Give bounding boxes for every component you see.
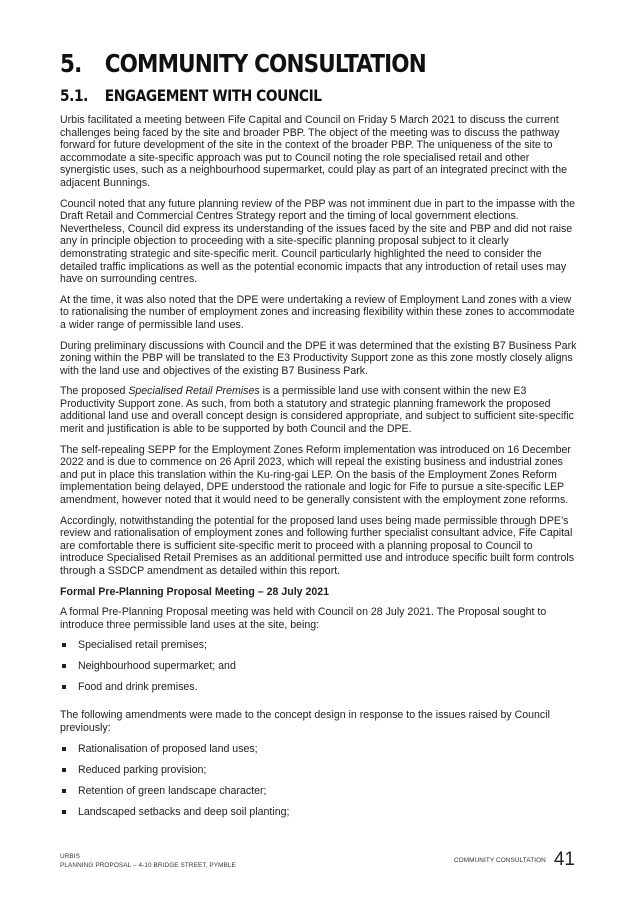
bullet-text: Neighbourhood supermarket; and [78, 660, 236, 673]
footer-right [454, 850, 575, 870]
text-run: The self-repealing SEPP for the Employment Zones Reform implementation was introduced on 16 December 2022 and is due to commence on 26 April 2023, which will repeal the existing business and industrial zones and put in place this translation within the Ku-ring-gai LEP. On the basis of the Employment Zones Reform implementation being delayed, DPE understood the rationale and logic for Fife to pursue a site-specific LEP amendment, however noted that it would need to be generally consistent with the employment zone reforms. [60, 443, 571, 507]
footer-section-name: COMMUNITY CONSULTATION [453, 856, 546, 864]
body-paragraph [60, 515, 578, 578]
chapter-heading [60, 49, 426, 79]
footer-left [60, 852, 236, 870]
italic-term: Specialised Retail Premises [128, 385, 260, 398]
body-paragraph [60, 114, 578, 190]
square-bullet-icon [62, 768, 66, 772]
body-paragraph [60, 606, 578, 631]
bullet-text: Retention of green landscape character; [78, 784, 267, 797]
section-title: ENGAGEMENT WITH COUNCIL [104, 86, 322, 105]
body-content [60, 114, 578, 834]
text-run: Urbis facilitated a meeting between Fife Capital and Council on Friday 5 March 2021 to discuss the current challenges being faced by the site and broader PBP. The object of the meeting was to discuss the pathway forward for future development of the site in the context of the broader PBP. The uniqueness of the site to accommodate a site-specific approach was put to Council noting the role specialised retail and other synergistic uses, such as a neighbourhood supermarket, could play as part of an integrated precinct with the adjacent Bunnings. [60, 114, 568, 189]
bullet-item [60, 743, 578, 764]
page-number: 41 [553, 849, 575, 870]
bullet-list [60, 743, 578, 827]
bullet-item [60, 806, 578, 827]
square-bullet-icon [62, 810, 66, 814]
body-paragraph [60, 444, 578, 507]
footer-org: URBIS [60, 853, 81, 860]
bullet-list [60, 639, 578, 702]
body-paragraph [60, 198, 578, 286]
chapter-number: 5. [60, 49, 82, 78]
section-number: 5.1. [60, 86, 88, 105]
bullet-item [60, 785, 578, 806]
bullet-item [60, 639, 578, 660]
section-heading [60, 86, 322, 106]
square-bullet-icon [62, 747, 66, 751]
square-bullet-icon [62, 685, 66, 689]
body-paragraph [60, 385, 578, 435]
body-paragraph [60, 294, 578, 332]
meeting-subheading: Formal Pre-Planning Proposal Meeting – 28 July 2021 [60, 585, 330, 598]
bullet-text: Landscaped setbacks and deep soil planting; [78, 805, 290, 818]
bullet-text: Reduced parking provision; [78, 763, 207, 776]
bullet-item [60, 681, 578, 702]
square-bullet-icon [62, 643, 66, 647]
square-bullet-icon [62, 789, 66, 793]
text-run: The proposed [60, 385, 129, 398]
body-paragraph [60, 340, 578, 378]
text-run: A formal Pre-Planning Proposal meeting was held with Council on 28 July 2021. The Proposal sought to introduce three permissible land uses at the site, being: [60, 606, 547, 631]
body-paragraph [60, 709, 578, 734]
bullet-item [60, 764, 578, 785]
bullet-text: Food and drink premises. [78, 681, 198, 694]
footer-document-title: PLANNING PROPOSAL – 4-10 BRIDGE STREET, PYMBLE [60, 862, 236, 869]
text-run: The following amendments were made to the concept design in response to the issues raised by Council previously: [60, 709, 550, 734]
text-run: During preliminary discussions with Council and the DPE it was determined that the existing B7 Business Park zoning within the PBP will be translated to the E3 Productivity Support zone as this zone mostly closely aligns with the land use and objectives of the existing B7 Business Park. [60, 339, 577, 377]
bullet-text: Specialised retail premises; [78, 639, 207, 652]
text-run: Accordingly, notwithstanding the potential for the proposed land uses being made permissible through DPE’s review and rationalisation of employment zones and following further specialist consultant advice, Fife Capital are comfortable there is sufficient site-specific merit to proceed with a planning proposal to Council to introduce Specialised Retail Premises as an additional permitted use and introduce specific built form controls through a SSDCP amendment as detailed within this report. [60, 514, 575, 577]
chapter-title: COMMUNITY CONSULTATION [104, 49, 426, 78]
text-run: is a permissible land use with consent within the new E3 Productivity Support zone. As such, from both a statutory and strategic planning framework the proposed additional land use and overall concept design is considered appropriate, and subject to sufficient site-specific merit and justification is able to be supported by both Council and the DPE. [60, 385, 574, 436]
text-run: At the time, it was also noted that the DPE were undertaking a review of Employment Land zones with a view to rationalising the number of employment zones and increasing flexibility within these zones to accommodate a wider range of permissible land uses. [60, 293, 575, 331]
bullet-text: Rationalisation of proposed land uses; [78, 742, 258, 755]
square-bullet-icon [62, 664, 66, 668]
bullet-item [60, 660, 578, 681]
text-run: Council noted that any future planning review of the PBP was not imminent due in part to the impasse with the Draft Retail and Commercial Centres Strategy report and the timing of local government elections. Nevertheless, Council did express its understanding of the issues faced by the site and PBP and did not raise any in principle objection to proceeding with a site-specific planning proposal subject to it clearly demonstrating strategic and site-specific merit. Council particularly highlighted the need to consider the detailed traffic implications as well as the potential economic impacts that any introduction of retail uses may have on surrounding centres. [60, 197, 576, 286]
